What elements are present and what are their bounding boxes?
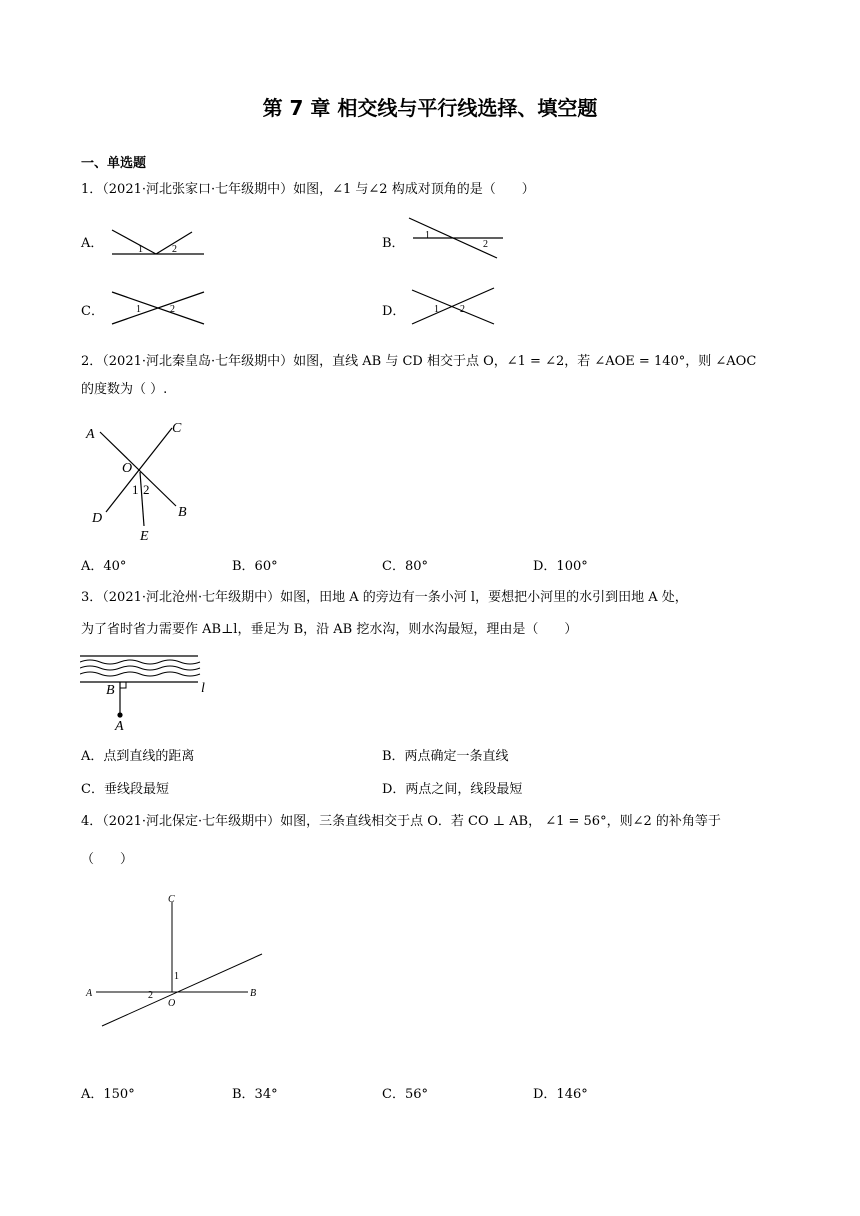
q2-figure: [84, 414, 204, 546]
q4-option-a: A．150°: [81, 1087, 135, 1102]
q1a-angle-2-label: 2: [172, 244, 177, 255]
q1-option-b-label: B．: [382, 236, 405, 251]
q1-figure-c: [108, 288, 208, 328]
q4-point-c: C: [168, 894, 175, 905]
q2-option-d: D．100°: [533, 559, 588, 574]
q3-point-a: A: [115, 719, 124, 734]
q1c-angle-1-label: 1: [136, 304, 141, 315]
q2-option-b: B．60°: [232, 559, 278, 574]
q1d-angle-1-label: 1: [434, 304, 439, 315]
q4-option-d: D．146°: [533, 1087, 588, 1102]
question-3-line-1: 3．（2021·河北沧州·七年级期中）如图，田地 A 的旁边有一条小河 l，要想把小河里的水引到田地 A 处，: [81, 590, 688, 605]
question-2-line-1: 2．（2021·河北秦皇岛·七年级期中）如图，直线 AB 与 CD 相交于点 O，∠1 = ∠2，若 ∠AOE = 140°，则 ∠AOC: [81, 354, 757, 369]
q2-point-a: A: [86, 427, 95, 442]
q3-option-c: C．垂线段最短: [81, 782, 169, 797]
q4-option-c: C．56°: [382, 1087, 428, 1102]
q1-option-d-label: D．: [382, 304, 406, 319]
q2-option-a: A．40°: [81, 559, 127, 574]
q2-point-c: C: [172, 421, 182, 436]
q1-figure-d: [408, 284, 498, 328]
q1a-angle-1-label: 1: [138, 244, 143, 255]
page-title: 第 7 章 相交线与平行线选择、填空题: [262, 96, 598, 120]
section-heading: 一、单选题: [81, 156, 147, 171]
q4-option-b: B．34°: [232, 1087, 278, 1102]
q4-point-a: A: [86, 988, 93, 999]
q4-point-o: O: [168, 998, 176, 1009]
q2-option-c: C．80°: [382, 559, 428, 574]
q3-option-d: D．两点之间，线段最短: [382, 782, 523, 797]
q1c-angle-2-label: 2: [170, 304, 175, 315]
q1-figure-b: [405, 214, 505, 264]
q2-angle-1-label: 1: [132, 482, 139, 497]
q3-option-a: A．点到直线的距离: [81, 749, 195, 764]
q3-line-l: l: [201, 681, 205, 696]
question-4-line-1: 4．（2021·河北保定·七年级期中）如图，三条直线相交于点 O．若 CO ⊥ AB， ∠1 = 56°，则∠2 的补角等于: [81, 814, 721, 829]
q4-angle-1-label: 1: [174, 971, 179, 982]
q2-point-e: E: [140, 529, 149, 544]
question-2-line-2: 的度数为（ ）.: [81, 382, 168, 397]
q4-point-b: B: [250, 988, 257, 999]
q4-angle-2-label: 2: [148, 990, 153, 1001]
question-1-text: 1．（2021·河北张家口·七年级期中）如图，∠1 与∠2 构成对顶角的是（ ）: [81, 182, 535, 197]
q1b-angle-2-label: 2: [483, 239, 488, 250]
q2-point-o: O: [122, 461, 133, 476]
q1-option-a-label: A．: [81, 236, 104, 251]
q4-figure: [84, 888, 264, 1038]
q3-figure: [80, 652, 210, 734]
q2-point-d: D: [92, 511, 103, 526]
q1d-angle-2-label: 2: [460, 304, 465, 315]
question-4-line-2: （ ）: [81, 852, 134, 867]
q3-option-b: B．两点确定一条直线: [382, 749, 509, 764]
question-3-line-2: 为了省时省力需要作 AB⊥l，垂足为 B，沿 AB 挖水沟，则水沟最短，理由是（ ）: [81, 622, 578, 637]
q2-point-b: B: [178, 505, 187, 520]
q1-figure-a: [108, 222, 208, 258]
q3-point-b: B: [106, 683, 115, 698]
q1-option-c-label: C．: [81, 304, 104, 319]
q1b-angle-1-label: 1: [425, 230, 430, 241]
q2-angle-2-label: 2: [143, 482, 150, 497]
